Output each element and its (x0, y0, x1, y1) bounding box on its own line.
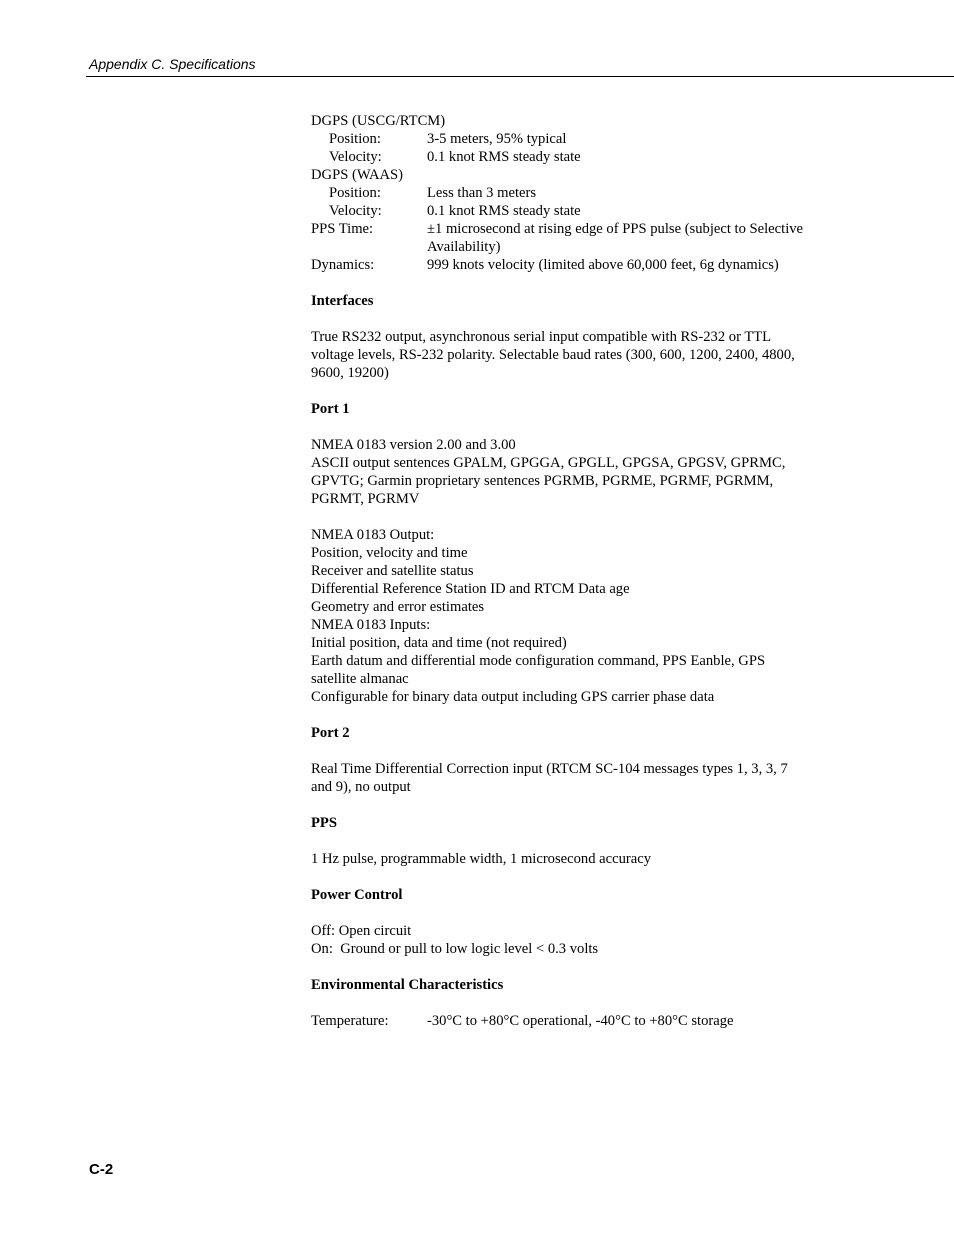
pps-heading: PPS (311, 815, 337, 831)
spec-label: Velocity: (329, 203, 382, 219)
pps-body: 1 Hz pulse, programmable width, 1 microsecond accuracy (311, 851, 651, 867)
dgps-waas-title: DGPS (WAAS) (311, 167, 404, 183)
port1-line: NMEA 0183 Inputs: (311, 617, 431, 633)
dgps-uscg-title: DGPS (USCG/RTCM) (311, 113, 446, 129)
port1-sentences: ASCII output sentences GPALM, GPGGA, GPGLL, GPGSA, GPGSV, GPRMC, GPVTG; Garmin proprietary sentences PGRMB, PGRME, PGRMF, PGRMM, PGRMT, PGRMV (311, 455, 786, 507)
dynamics-row (311, 256, 811, 274)
port2-heading: Port 2 (311, 725, 350, 741)
spec-label: Velocity: (329, 149, 382, 165)
spec-label: Temperature: (311, 1013, 389, 1029)
port1-line: Configurable for binary data output including GPS carrier phase data (311, 689, 715, 705)
dgps-waas-velocity-row (311, 202, 811, 220)
spec-value: Less than 3 meters (427, 185, 537, 201)
spec-label: Position: (329, 185, 381, 201)
interfaces-body: True RS232 output, asynchronous serial input compatible with RS-232 or TTL voltage levels, RS-232 polarity. Selectable baud rates (300, 600, 1200, 2400, 4800, 9600, 19200) (311, 329, 795, 381)
port1-line: Initial position, data and time (not required) (311, 635, 567, 651)
interfaces-heading: Interfaces (311, 293, 374, 309)
port1-version: NMEA 0183 version 2.00 and 3.00 (311, 437, 516, 453)
spec-value: -30°C to +80°C operational, -40°C to +80°C storage (427, 1013, 734, 1029)
spec-label: Dynamics: (311, 257, 375, 273)
power-control-heading: Power Control (311, 887, 403, 903)
spec-content (311, 112, 811, 1030)
dgps-uscg-position-row (311, 130, 811, 148)
dgps-uscg-velocity-row (311, 148, 811, 166)
spec-value: 999 knots velocity (limited above 60,000 feet, 6g dynamics) (427, 257, 779, 273)
port1-line: Receiver and satellite status (311, 563, 474, 579)
port1-heading: Port 1 (311, 401, 350, 417)
power-on-line: On: Ground or pull to low logic level < 0.3 volts (311, 941, 599, 957)
header-rule (86, 76, 954, 77)
spec-label: Position: (329, 131, 381, 147)
spec-label: PPS Time: (311, 221, 374, 237)
spec-value: 0.1 knot RMS steady state (427, 149, 581, 165)
port1-line: Position, velocity and time (311, 545, 468, 561)
environmental-heading: Environmental Characteristics (311, 977, 504, 993)
running-header: Appendix C. Specifications (89, 56, 256, 72)
dgps-waas-position-row (311, 184, 811, 202)
port2-body: Real Time Differential Correction input (RTCM SC-104 messages types 1, 3, 3, 7 and 9), no output (311, 761, 788, 795)
spec-value: 3-5 meters, 95% typical (427, 131, 567, 147)
pps-time-row (311, 220, 811, 256)
port1-line: NMEA 0183 Output: (311, 527, 435, 543)
page-number: C-2 (89, 1161, 114, 1178)
spec-value: ±1 microsecond at rising edge of PPS pulse (subject to Selective Availability) (427, 221, 804, 255)
temperature-row (311, 1012, 811, 1030)
power-off-line: Off: Open circuit (311, 923, 412, 939)
port1-line: Earth datum and differential mode configuration command, PPS Eanble, GPS satellite almanac (311, 653, 766, 687)
spec-value: 0.1 knot RMS steady state (427, 203, 581, 219)
port1-line: Geometry and error estimates (311, 599, 485, 615)
port1-line: Differential Reference Station ID and RTCM Data age (311, 581, 630, 597)
